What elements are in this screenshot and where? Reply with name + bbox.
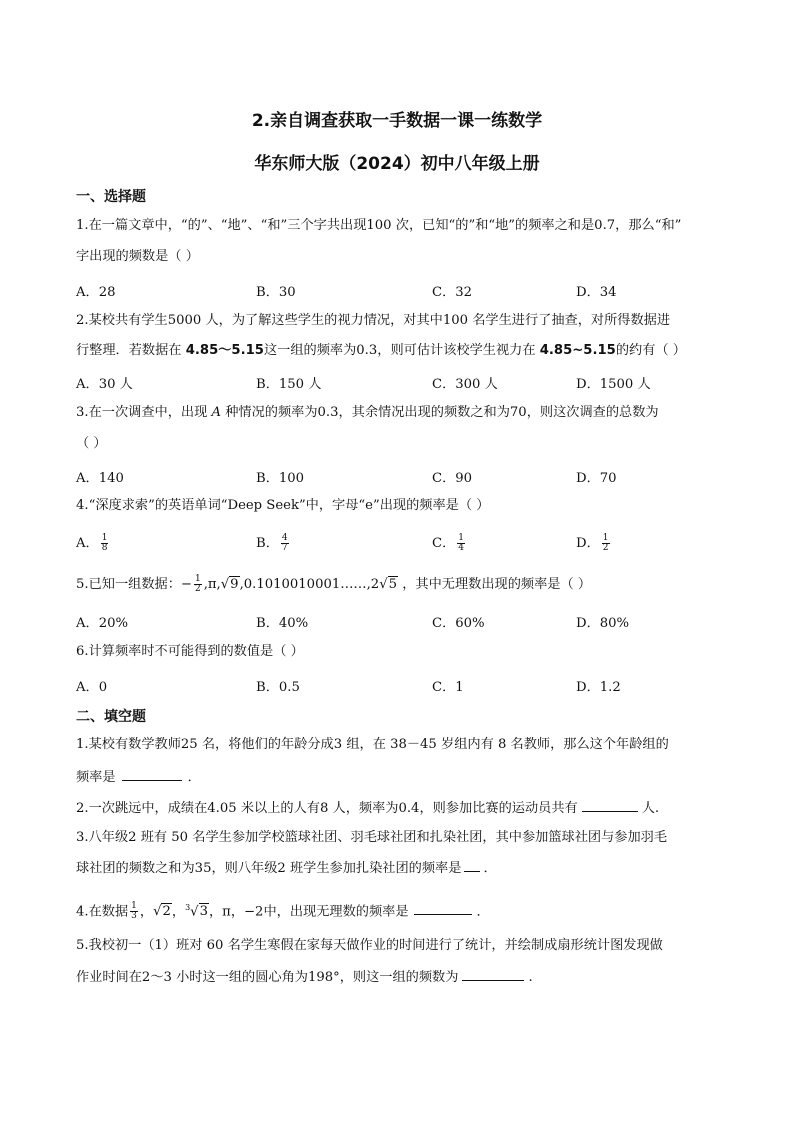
option-a[interactable]: A．30 人 [76,377,133,392]
option-label: A． [76,536,99,551]
radicand: 9 [230,577,239,592]
radicand: 2 [162,904,171,920]
option-b[interactable]: B．40% [256,616,309,631]
root-index: 3 [185,903,191,912]
range-value-2: 4.85~5.15 [539,343,616,358]
numerator: 1 [131,901,137,912]
fill-question-5-line-1: 5.我校初一（1）班对 60 名学生寒假在家每天做作业的时间进行了统计，并绘制成扇形统计图发现做 [76,938,663,953]
denominator: 3 [131,911,137,922]
option-a[interactable]: A．0 [76,680,108,695]
section-heading-choice: 一、选择题 [76,189,146,205]
option-c[interactable] [432,532,467,553]
separator: ， [171,904,186,920]
question-2-text-b: 这一组的频率为0.3，则可估计该校学生视力在 [263,343,540,358]
fill-question-2-line-1 [76,799,726,818]
option-b[interactable]: B．150 人 [256,377,322,392]
question-3-line-1 [76,404,726,422]
numerator: 1 [194,574,201,584]
question-2-options [76,373,726,391]
fill-question-1-line-1: 1.某校有数学教师25 名，将他们的年龄分成3 组，在 38－45 岁组内有 8 名教师，那么这个年龄组的 [76,737,669,752]
fill-question-4-line-1 [76,899,726,921]
fill-question-1-text: 频率是 [76,770,116,785]
denominator: 2 [194,584,201,594]
range-value-1: 4.85～5.15 [185,343,264,358]
option-b[interactable]: B．30 [256,285,296,300]
variable-a: A [211,405,221,420]
radicand: 3 [199,904,208,920]
question-3-text-a: 3.在一次调查中，出现 [76,405,212,420]
negative-two: −2 [244,904,264,920]
question-5-text-b: ，其中无理数出现的频率是（ ） [398,577,592,592]
option-label: C． [432,536,456,551]
section-heading-fill-in: 二、填空题 [76,709,146,725]
question-3-options [76,467,726,485]
option-b[interactable]: B．100 [256,471,305,486]
numerator: 1 [602,533,609,543]
answer-blank[interactable] [122,768,182,781]
separator: ， [230,904,244,920]
option-a[interactable]: A．20% [76,616,129,631]
data-list-b: ,0.1010010001……,2 [239,577,380,592]
option-c[interactable]: C．1 [432,680,464,695]
cube-root: $^3$√3 [185,903,208,920]
option-c[interactable]: C．32 [432,285,473,300]
question-1-line-1: 1.在一篇文章中，“的”、“地”、“和”三个字共出现100 次，已知“的”和“地”的频率之和是0.7，那么“和” [76,218,682,233]
data-list-a: ,π, [203,577,221,592]
fill-question-2-end: 人. [641,801,660,816]
minus-sign: − [180,577,192,592]
fill-question-1-end: ． [187,770,201,785]
denominator: 8 [101,543,108,553]
answer-blank[interactable] [582,799,638,812]
question-6-line-1: 6.计算频率时不可能得到的数值是（ ） [76,644,304,659]
pi-symbol: π [222,904,231,920]
answer-blank[interactable] [462,968,524,981]
square-root: √2 [153,904,171,920]
separator: ， [208,904,223,920]
question-5-line-1 [76,575,726,594]
option-c[interactable]: C．90 [432,471,473,486]
question-1-options [76,281,726,299]
fill-question-5-text: 作业时间在2～3 小时这一组的圆心角为198°，则这一组的频数为 [76,970,459,985]
question-6-options [76,676,726,694]
fill-question-2-text: 2.一次跳远中，成绩在4.05 米以上的人有8 人，频率为0.4，则参加比赛的运动员共有 [76,801,578,816]
question-1-line-2: 字出现的频数是（ ） [76,249,199,264]
fraction [194,575,202,594]
option-d[interactable]: D．1500 人 [576,377,651,392]
option-b[interactable]: B．0.5 [256,680,300,695]
question-5-text-a: 5.已知一组数据： [76,577,181,592]
question-4-line-1: 4.“深度求索”的英语单词“Deep Seek”中，字母“e”出现的频率是（ ） [76,498,490,513]
page-title: 2.亲自调查获取一手数据一课一练数学 [251,111,543,131]
fraction [101,534,109,553]
fill-question-4-end: ． [476,904,490,920]
numerator: 1 [101,533,108,543]
fill-question-3-line-1: 3.八年级2 班有 50 名学生参加学校篮球社团、羽毛球社团和扎染社团，其中参加篮球社团与参加羽毛 [76,830,668,845]
denominator: 4 [458,543,465,553]
option-label: B． [256,536,279,551]
radicand: 5 [388,577,397,592]
fill-question-1-line-2 [76,768,726,787]
question-3-line-2: （ ） [76,436,107,451]
fill-question-3-line-2 [76,859,726,878]
option-a[interactable] [76,532,110,553]
question-4-options [76,532,726,553]
option-a[interactable]: A．28 [76,285,116,300]
numerator: 4 [281,533,288,543]
option-c[interactable]: C．60% [432,616,485,631]
question-2-line-1: 2.某校共有学生5000 人，为了解这些学生的视力情况，对其中100 名学生进行了抽查，对所得数据进 [76,313,671,328]
numerator: 1 [458,533,465,543]
question-2-text-a: 行整理．若数据在 [76,343,186,358]
question-2-line-2 [76,342,726,360]
question-2-text-c: 的约有（ ） [615,343,686,358]
option-b[interactable] [256,532,291,553]
option-label: D． [576,536,600,551]
answer-blank[interactable] [464,859,480,872]
option-c[interactable]: C．300 人 [432,377,498,392]
option-d[interactable]: D．70 [576,471,617,486]
square-root: √9 [220,577,239,592]
fill-question-3-text: 球社团的频数之和为35，则八年级2 班学生参加扎染社团的频率是 [76,861,462,876]
fill-question-4-text: 4.在数据 [76,904,129,920]
fraction [130,902,138,921]
option-d[interactable]: D．1.2 [576,680,621,695]
question-3-text-b: 种情况的频率为0.3，其余情况出现的频数之和为70，则这次调查的总数为 [221,405,659,420]
option-d[interactable] [576,532,612,553]
fraction [602,534,610,553]
fraction [457,534,465,553]
fill-question-5-end: . [528,970,533,985]
denominator: 2 [602,543,609,553]
answer-blank[interactable] [414,902,472,915]
separator: ， [139,904,154,920]
question-5-options [76,612,726,630]
option-d[interactable]: D．34 [576,285,617,300]
fraction [281,534,289,553]
fill-question-4-mid: 中，出现无理数的频率是 [263,904,409,920]
square-root: √5 [379,577,397,592]
option-d[interactable]: D．80% [576,616,630,631]
denominator: 7 [281,543,288,553]
fill-question-5-line-2 [76,968,726,987]
option-a[interactable]: A．140 [76,471,124,486]
fill-question-3-end: ． [483,861,497,876]
page-subtitle: 华东师大版（2024）初中八年级上册 [254,154,540,174]
